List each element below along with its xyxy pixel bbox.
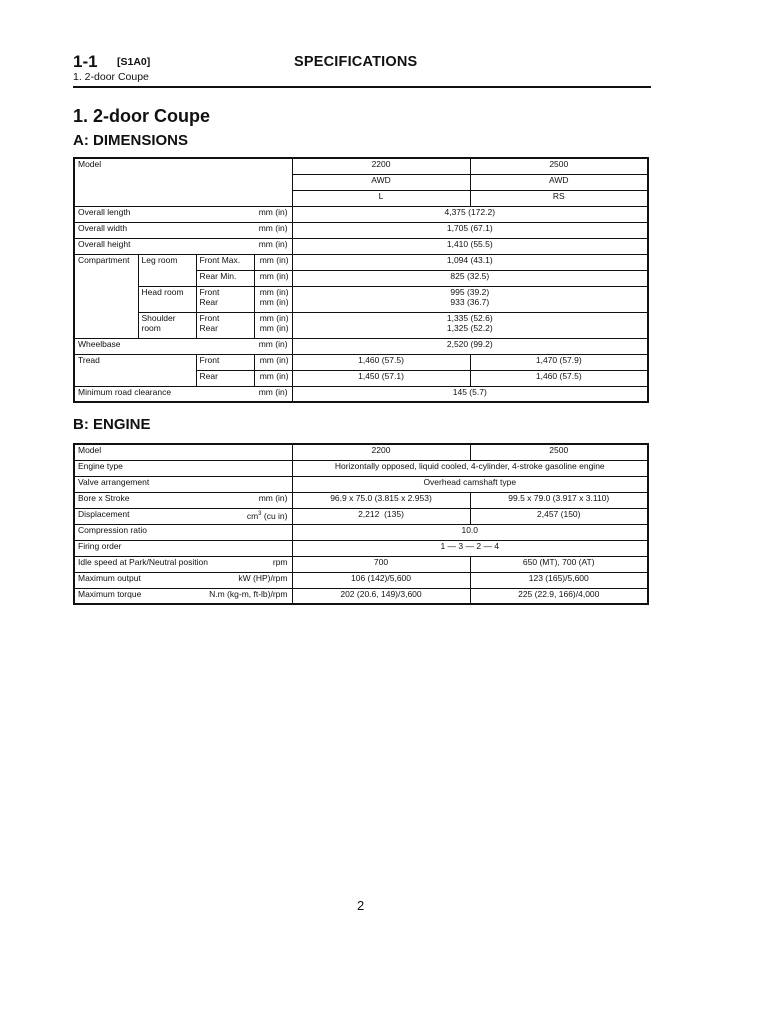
max-output-label (74, 572, 292, 588)
engine-heading: B: ENGINE (73, 416, 151, 433)
overall-width-label (74, 222, 292, 238)
displacement-2500: 2,457 (150) (470, 508, 648, 524)
table-row (74, 492, 648, 508)
section-code: [S1A0] (117, 56, 151, 68)
row-unit: mm (in) (258, 338, 288, 349)
head-room-rear-unit: mm (in) (259, 296, 289, 307)
tread-rear-2500: 1,460 (57.5) (470, 370, 648, 386)
idle-speed-label (74, 556, 292, 572)
compartment-label: Compartment (74, 254, 138, 338)
head-room-label: Head room (138, 286, 196, 312)
row-unit: N.m (kg-m, ft-lb)/rpm (209, 588, 288, 599)
overall-length-value: 4,375 (172.2) (292, 206, 648, 222)
row-label: Wheelbase (78, 338, 121, 349)
dimensions-heading: A: DIMENSIONS (73, 132, 189, 149)
bore-stroke-label (74, 492, 292, 508)
shoulder-room-rear-unit: mm (in) (259, 322, 289, 333)
max-torque-2200: 202 (20.6, 149)/3,600 (292, 588, 470, 604)
compression-value: 10.0 (292, 524, 648, 540)
max-output-2200: 106 (142)/5,600 (292, 572, 470, 588)
row-label: Overall length (78, 206, 131, 217)
shoulder-room-label-2: room (141, 322, 161, 333)
head-room-front-value: 995 (39.2) (450, 286, 490, 297)
head-room-rear-value: 933 (36.7) (450, 296, 490, 307)
table-row (74, 254, 648, 270)
tread-rear-label: Rear (196, 370, 254, 386)
head-room-values (292, 286, 648, 312)
overall-height-label (74, 238, 292, 254)
shoulder-room-positions (196, 312, 254, 338)
table-row (74, 460, 648, 476)
leg-room-rear-value: 825 (32.5) (292, 270, 648, 286)
displacement-label (74, 508, 292, 524)
leg-room-front-unit: mm (in) (254, 254, 292, 270)
row-label: Bore x Stroke (78, 492, 130, 503)
section-number: 1-1 (73, 52, 98, 71)
engine-type-label: Engine type (74, 460, 292, 476)
row-unit: mm (in) (258, 492, 288, 503)
table-row (74, 524, 648, 540)
row-unit: mm (in) (258, 238, 288, 249)
ground-clearance-label (74, 386, 292, 402)
row-unit: mm (in) (258, 222, 288, 233)
leg-room-front-label: Front Max. (196, 254, 254, 270)
idle-speed-2500: 650 (MT), 700 (AT) (470, 556, 648, 572)
table-row (74, 286, 648, 312)
table-row (74, 222, 648, 238)
header-title: SPECIFICATIONS (294, 54, 418, 70)
ground-clearance-value: 145 (5.7) (292, 386, 648, 402)
page-title: 1. 2-door Coupe (73, 106, 211, 126)
dimensions-table (73, 157, 649, 403)
unit-base: cm (246, 510, 259, 521)
row-label: Maximum output (78, 572, 141, 583)
table-row (74, 476, 648, 492)
shoulder-room-rear-value: 1,325 (52.2) (446, 322, 493, 333)
tread-rear-2200: 1,450 (57.1) (292, 370, 470, 386)
table-row (74, 508, 648, 524)
shoulder-room-front-unit: mm (in) (259, 312, 289, 323)
firing-order-value: 1 — 3 — 2 — 4 (292, 540, 648, 556)
firing-order-label: Firing order (74, 540, 292, 556)
bore-stroke-2500: 99.5 x 79.0 (3.917 x 3.110) (470, 492, 648, 508)
shoulder-room-rear-label: Rear (199, 322, 218, 333)
table-row (74, 444, 648, 460)
tread-front-2200: 1,460 (57.5) (292, 354, 470, 370)
table-row (74, 540, 648, 556)
engine-model-label: Model (74, 444, 292, 460)
table-row (74, 386, 648, 402)
shoulder-room-label (138, 312, 196, 338)
head-room-rear-label: Rear (199, 296, 218, 307)
bore-stroke-2200: 96.9 x 75.0 (3.815 x 2.953) (292, 492, 470, 508)
row-label: Overall width (78, 222, 128, 233)
displacement-2200: 2,212 (135) (292, 508, 470, 524)
engine-type-value: Horizontally opposed, liquid cooled, 4-cylinder, 4-stroke gasoline engine (292, 460, 648, 476)
row-label: Idle speed at Park/Neutral position (78, 556, 208, 567)
table-row (74, 338, 648, 354)
compression-label: Compression ratio (74, 524, 292, 540)
head-room-front-unit: mm (in) (259, 286, 289, 297)
unit-sup: 3 (258, 510, 262, 517)
row-unit: mm (in) (258, 386, 288, 397)
row-unit (247, 509, 288, 521)
drive-2200: AWD (292, 174, 470, 190)
overall-width-value: 1,705 (67.1) (292, 222, 648, 238)
overall-height-value: 1,410 (55.5) (292, 238, 648, 254)
valve-label: Valve arrangement (74, 476, 292, 492)
unit-rest: (cu in) (261, 510, 288, 521)
drive-2500: AWD (470, 174, 648, 190)
shoulder-room-label-1: Shoulder (141, 312, 176, 323)
shoulder-room-values (292, 312, 648, 338)
row-label: Overall height (78, 238, 131, 249)
tread-front-label: Front (196, 354, 254, 370)
head-room-front-label: Front (199, 286, 220, 297)
tread-front-2500: 1,470 (57.9) (470, 354, 648, 370)
row-label: Displacement (78, 508, 130, 519)
table-row (74, 556, 648, 572)
grade-2500: RS (470, 190, 648, 206)
table-row (74, 158, 648, 174)
leg-room-label: Leg room (138, 254, 196, 286)
tread-label: Tread (74, 354, 196, 386)
engine-model-2200: 2200 (292, 444, 470, 460)
valve-value: Overhead camshaft type (292, 476, 648, 492)
model-label: Model (74, 158, 292, 206)
row-label: Maximum torque (78, 588, 142, 599)
tread-rear-unit: mm (in) (254, 370, 292, 386)
shoulder-room-front-label: Front (199, 312, 220, 323)
shoulder-room-front-value: 1,335 (52.6) (446, 312, 493, 323)
head-room-units (254, 286, 292, 312)
idle-speed-2200: 700 (292, 556, 470, 572)
row-unit: rpm (272, 556, 288, 567)
max-torque-label (74, 588, 292, 604)
engine-model-2500: 2500 (470, 444, 648, 460)
leg-room-rear-unit: mm (in) (254, 270, 292, 286)
row-unit: kW (HP)/rpm (238, 572, 288, 583)
leg-room-front-value: 1,094 (43.1) (292, 254, 648, 270)
grade-2200: L (292, 190, 470, 206)
tread-front-unit: mm (in) (254, 354, 292, 370)
wheelbase-label (74, 338, 292, 354)
header-rule (73, 86, 651, 88)
head-room-positions (196, 286, 254, 312)
shoulder-room-units (254, 312, 292, 338)
table-row (74, 238, 648, 254)
max-output-2500: 123 (165)/5,600 (470, 572, 648, 588)
max-torque-2500: 225 (22.9, 166)/4,000 (470, 588, 648, 604)
wheelbase-value: 2,520 (99.2) (292, 338, 648, 354)
leg-room-rear-label: Rear Min. (196, 270, 254, 286)
engine-table (73, 443, 649, 605)
table-row (74, 572, 648, 588)
table-row (74, 206, 648, 222)
model-2200: 2200 (292, 158, 470, 174)
page-number: 2 (357, 898, 365, 913)
table-row (74, 312, 648, 338)
header-subtitle: 1. 2-door Coupe (73, 71, 149, 83)
table-row (74, 354, 648, 370)
table-row (74, 588, 648, 604)
row-unit: mm (in) (258, 206, 288, 217)
row-label: Minimum road clearance (78, 386, 172, 397)
model-2500: 2500 (470, 158, 648, 174)
overall-length-label (74, 206, 292, 222)
